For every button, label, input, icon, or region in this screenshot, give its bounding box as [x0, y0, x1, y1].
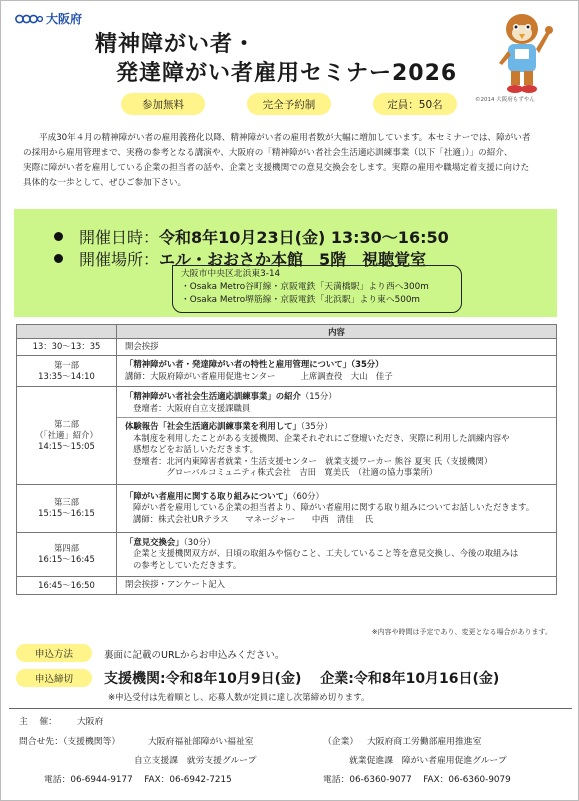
schedule-note: ※内容や時間は予定であり、変更となる場合があります。 — [371, 628, 552, 636]
session-time: 14:15～15:05 — [38, 440, 95, 451]
table-row — [17, 386, 557, 484]
session-detail: 企業と支援機関双方が、日頃の取組みや悩むこと、工夫していること等を意見交換し、今後の取組みは — [133, 548, 519, 559]
support-dept: 自立支援課 就労支援グループ — [134, 756, 257, 766]
row-time: 16:45～16:50 — [17, 576, 117, 594]
event-info-box — [14, 209, 557, 317]
intro-line: 具体的な一歩として、ぜひご参加下さい。 — [23, 178, 187, 188]
org-name: 大阪府 — [46, 12, 83, 26]
event-date-value: 令和8年10月23日(金) 13:30～16:50 — [159, 228, 449, 247]
intro-text — [23, 131, 559, 191]
company-org: 大阪府商工労働部雇用推進室 — [367, 737, 482, 747]
page-title-line1: 精神障がい者・ — [95, 32, 257, 57]
event-venue-value: エル・おおさか本館 5階 視聴覚室 — [159, 250, 427, 269]
row-time — [17, 532, 117, 576]
event-date-label: 開催日時： — [79, 228, 160, 247]
session-detail: 登壇者：北河内東障害者就業・生活支援センター 就業支援ワーカー 熊谷 夏実 氏（支援機関） — [133, 455, 493, 466]
session-detail: 講師：株式会社URテラス マネージャー 中西 清佳 氏 — [133, 513, 374, 524]
row-content: 開会挨拶 — [117, 339, 557, 356]
table-row — [17, 355, 557, 386]
contact-label: 問合せ先：（支援機関等） — [19, 737, 121, 747]
table-header-row — [17, 325, 557, 339]
host-label: 主 催： — [19, 717, 57, 727]
session-title: 体験報告「社会生活適応訓練事業を利用して」 — [125, 421, 301, 432]
row-time — [17, 355, 117, 386]
company-label: （企業） — [323, 737, 359, 747]
support-org: 大阪府福祉部障がい福祉室 — [148, 737, 254, 747]
program-table — [16, 324, 557, 595]
bullet-dot-icon — [54, 232, 63, 241]
session-detail: グローバルコミュニティ株式会社 吉田 寛美氏 （社適の協力事業所） — [133, 467, 438, 478]
row-content: 閉会挨拶・アンケート記入 — [117, 576, 557, 594]
session-title: 「精神障がい者・発達障がい者の特性と雇用管理について」（35分） — [125, 359, 384, 369]
row-divider — [117, 417, 556, 418]
session-duration: （30分） — [183, 536, 216, 547]
session-duration: （35分） — [300, 421, 333, 432]
session-detail: 講師：大阪府障がい者雇用促進センター 上席調査役 大山 佳子 — [125, 370, 393, 381]
event-date — [54, 225, 449, 248]
table-row — [17, 532, 557, 576]
row-time — [17, 386, 117, 484]
intro-line: 平成30年４月の精神障がい者の雇用義務化以降、精神障がい者の雇用者数が大幅に増加しています。本セミナーでは、障がい者 — [39, 133, 531, 143]
badge-reservation: 完全予約制 — [247, 93, 331, 115]
session-time: 13:35～14:10 — [38, 370, 95, 381]
venue-address: 大阪市中央区北浜東3-14 — [181, 269, 281, 279]
session-name: 第一部 — [53, 359, 80, 370]
osaka-logo-icon — [15, 12, 43, 26]
footer-divider — [9, 708, 572, 709]
apply-deadline-label: 申込締切 — [16, 669, 92, 687]
row-content — [117, 484, 557, 532]
page-title-line2: 発達障がい者雇用セミナー2026 — [116, 61, 458, 86]
intro-line: 実際に障がい者を雇用している企業の担当者の話や、企業と支援機関での意見交換会をします。実際の雇用や職場定着支援に向けた — [23, 163, 530, 173]
badge-capacity: 定員：50名 — [373, 93, 457, 115]
host-name: 大阪府 — [77, 717, 104, 727]
osaka-logo — [15, 10, 82, 27]
badge-free: 参加無料 — [121, 93, 205, 115]
mascot-credit: ©2014 大阪府もずやん — [475, 97, 535, 103]
apply-method-label: 申込方法 — [16, 644, 92, 662]
venue-access-line: ・Osaka Metro谷町線・京阪電鉄「天満橋駅」より西へ300m — [181, 282, 429, 292]
table-row — [17, 484, 557, 532]
session-name: 第二部 — [53, 418, 80, 429]
session-detail: 障がい者を雇用している企業の担当者より、障がい者雇用に関する取り組みについてお話しいただきます。 — [133, 502, 535, 513]
table-header-content: 内容 — [117, 325, 557, 339]
company-phone: 電話：06-6360-9077 FAX：06-6360-9079 — [323, 775, 511, 785]
row-content — [117, 532, 557, 576]
row-content — [117, 355, 557, 386]
venue-address-box — [172, 265, 462, 313]
row-time — [17, 484, 117, 532]
session-subname: （「社適」紹介） — [35, 429, 98, 440]
table-header-time — [17, 325, 117, 339]
session-detail: 感想などをお話しいただきます。 — [133, 444, 258, 455]
support-phone: 電話：06-6944-9177 FAX：06-6942-7215 — [44, 775, 232, 785]
apply-method-text: 裏面に記載のURLからお申込みください。 — [104, 650, 285, 661]
session-detail: の参考としていただきます。 — [133, 559, 242, 570]
intro-line: の採用から雇用管理まで、実務の参考となる講演や、大阪府の「精神障がい者社会生活適応訓練事業（以下「社適」）」の紹介、 — [23, 148, 513, 158]
session-time: 16:15～16:45 — [38, 554, 95, 564]
session-duration: （15分） — [300, 391, 337, 402]
table-row — [17, 339, 557, 356]
session-name: 第三部 — [53, 497, 80, 507]
row-time: 13：30～13：35 — [17, 339, 117, 356]
session-duration: （60分） — [292, 490, 324, 501]
session-title: 「精神障がい者社会生活適応訓練事業」の紹介 — [125, 391, 301, 402]
apply-deadline-text: 支援機関:令和8年10月9日(金) 企業:令和8年10月16日(金) — [104, 671, 500, 687]
mascot-icon — [489, 7, 555, 99]
row-content — [117, 386, 557, 484]
table-row — [17, 576, 557, 594]
venue-access-line: ・Osaka Metro堺筋線・京阪電鉄「北浜駅」より東へ500m — [181, 295, 420, 305]
session-time: 15:15～16:15 — [38, 508, 95, 518]
session-name: 第四部 — [53, 543, 80, 553]
session-detail: 本制度を利用したことがある支援機関、企業それぞれにご登壇いただき、実際に利用した訓練内容や — [133, 432, 510, 443]
company-dept: 就業促進課 障がい者雇用促進グループ — [349, 756, 507, 766]
apply-deadline-note: ※申込受付は先着順とし、応募人数が定員に達し次第締め切ります。 — [108, 693, 370, 703]
event-venue-label: 開催場所： — [79, 250, 160, 269]
bullet-dot-icon — [54, 254, 63, 263]
session-detail: 登壇者：大阪府自立支援課職員 — [133, 402, 251, 413]
session-title: 「障がい者雇用に関する取り組みについて」 — [125, 490, 293, 501]
session-title: 「意見交換会」 — [125, 536, 184, 547]
